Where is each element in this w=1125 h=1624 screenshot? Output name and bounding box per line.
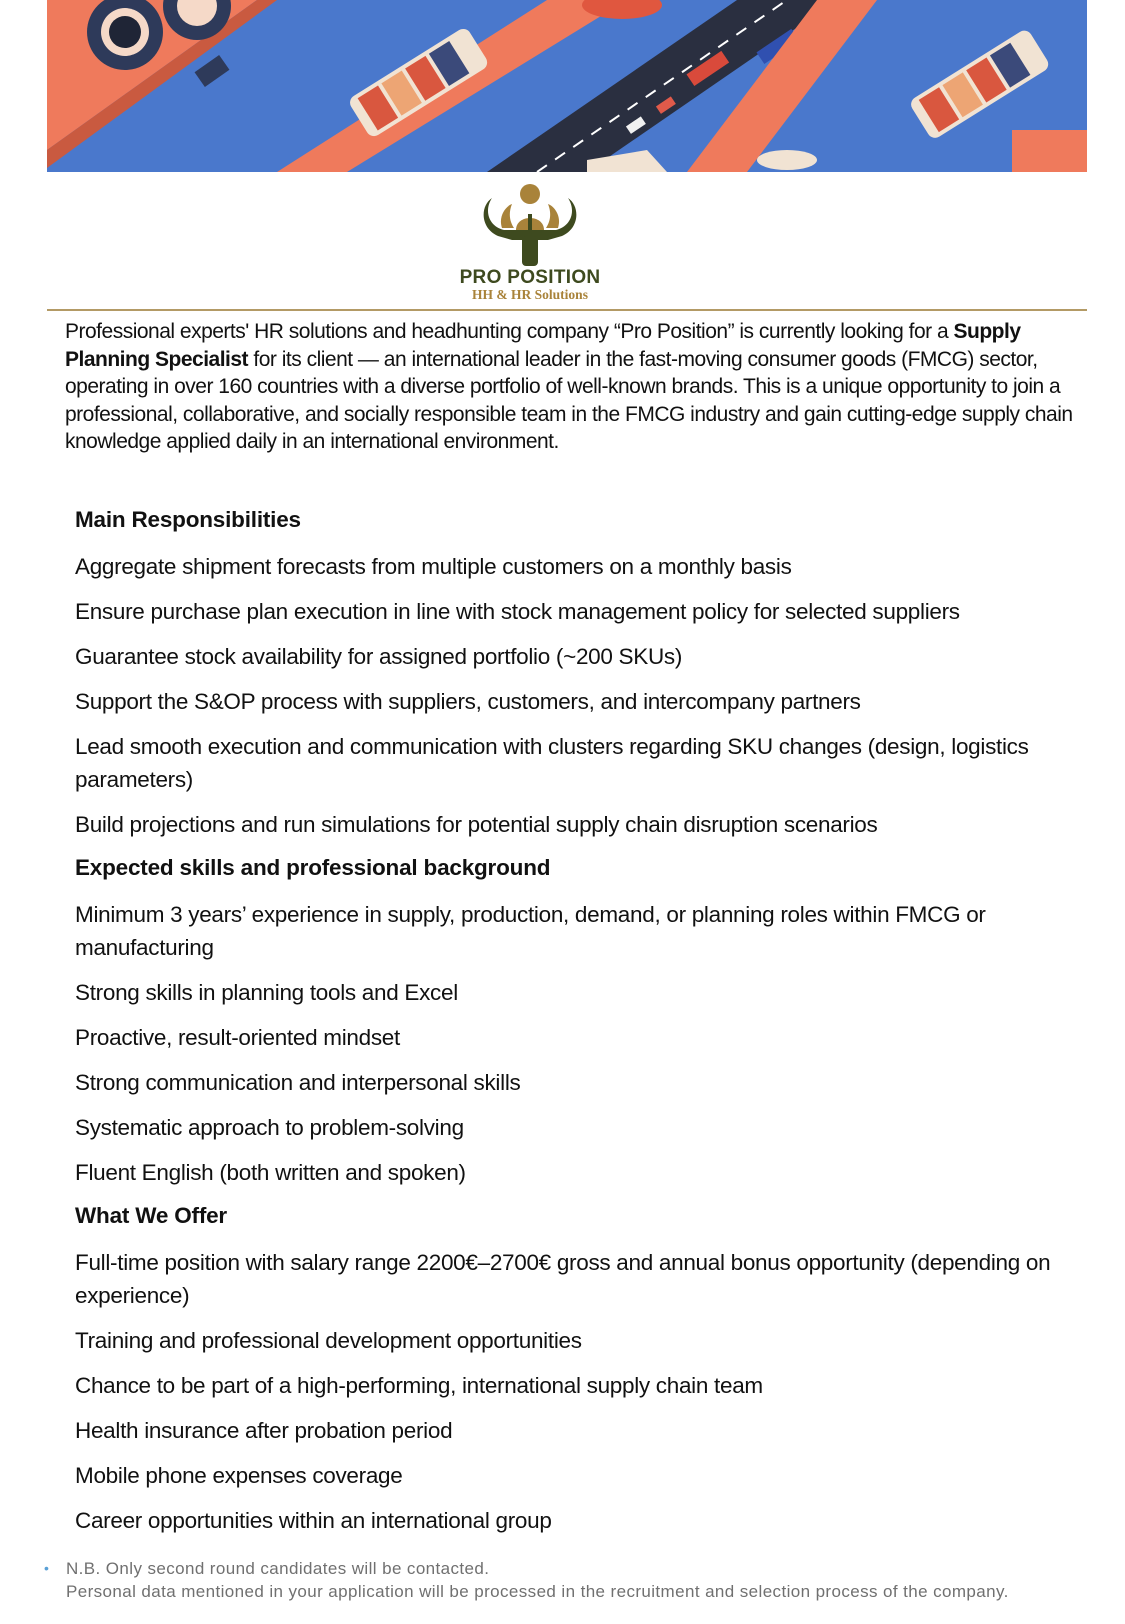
pro-position-logo-icon (440, 180, 620, 270)
header-banner-illustration (47, 0, 1087, 172)
list-item: Career opportunities within an international group (75, 1508, 552, 1533)
header-divider (47, 309, 1087, 311)
list-item: Lead smooth execution and communication with clusters regarding SKU changes (design, logistics parameters) (75, 734, 1029, 792)
list-item: Chance to be part of a high-performing, international supply chain team (75, 1373, 763, 1398)
footer-line-privacy: Personal data mentioned in your application will be processed in the recruitment and selection process of the company. (66, 1582, 1009, 1601)
section-heading: Expected skills and professional background (75, 855, 551, 880)
list-item: Training and professional development opportunities (75, 1328, 582, 1353)
section-offer (75, 1201, 1075, 1537)
skills-list (75, 898, 1075, 1189)
intro-paragraph (65, 318, 1080, 456)
job-title: Supply Planning Specialist (65, 320, 1021, 371)
job-details (75, 505, 1075, 1549)
list-item: Proactive, result-oriented mindset (75, 1025, 400, 1050)
list-item: Full-time position with salary range 2200€–2700€ gross and annual bonus opportunity (depending on experience) (75, 1250, 1051, 1308)
list-item: Systematic approach to problem-solving (75, 1115, 464, 1140)
intro-text-part1: Professional experts' HR solutions and headhunting company “Pro Position” is currently looking for a (65, 320, 954, 343)
list-item: Strong communication and interpersonal skills (75, 1070, 521, 1095)
list-item: Health insurance after probation period (75, 1418, 453, 1443)
section-heading: What We Offer (75, 1203, 227, 1228)
list-item: Mobile phone expenses coverage (75, 1463, 403, 1488)
company-logo (440, 180, 620, 306)
intro-text-part2: for its client — an international leader in the fast-moving consumer goods (FMCG) sector, operating in over 160 countries with a diverse portfolio of well-known brands. This is a unique opportunity to join a professional, collaborative, and socially responsible team in the FMCG industry and gain cutting-edge supply chain knowledge applied daily in an international environment. (65, 347, 1073, 453)
section-responsibilities (75, 505, 1075, 841)
list-item: Strong skills in planning tools and Excel (75, 980, 458, 1005)
list-item: Aggregate shipment forecasts from multiple customers on a monthly basis (75, 554, 792, 579)
footer-line-contact: N.B. Only second round candidates will be contacted. (66, 1559, 490, 1578)
list-item: Build projections and run simulations for potential supply chain disruption scenarios (75, 812, 878, 837)
responsibilities-list (75, 550, 1075, 841)
bullet-icon: • (44, 1560, 50, 1576)
section-skills (75, 853, 1075, 1189)
list-item: Support the S&OP process with suppliers, customers, and intercompany partners (75, 689, 861, 714)
offer-list (75, 1246, 1075, 1537)
section-heading: Main Responsibilities (75, 507, 301, 532)
logo-tagline: HH & HR Solutions (472, 287, 588, 302)
list-item: Guarantee stock availability for assigned portfolio (~200 SKUs) (75, 644, 683, 669)
list-item: Fluent English (both written and spoken) (75, 1160, 466, 1185)
footer-note (44, 1557, 1104, 1603)
logo-company-name: PRO POSITION (459, 267, 601, 288)
list-item: Ensure purchase plan execution in line with stock management policy for selected suppliers (75, 599, 960, 624)
list-item: Minimum 3 years’ experience in supply, production, demand, or planning roles within FMCG or manufacturing (75, 902, 986, 960)
